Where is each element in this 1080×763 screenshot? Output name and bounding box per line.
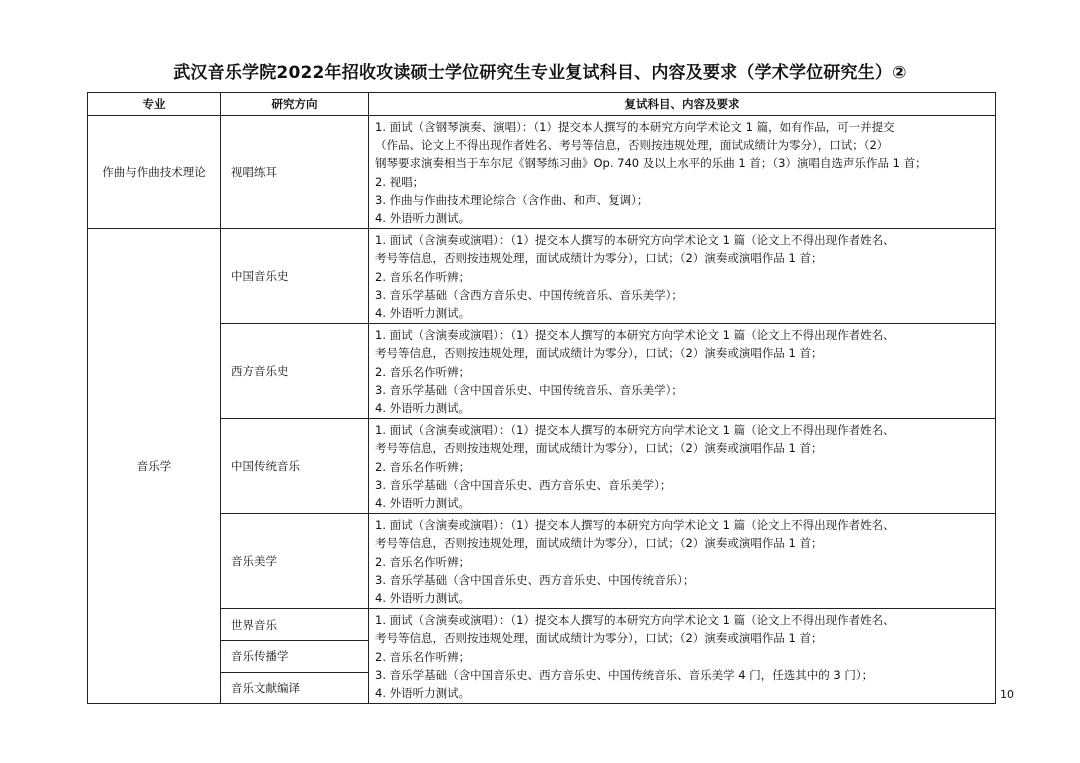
direction-cell: 音乐传播学 <box>221 640 369 672</box>
major-cell: 音乐学 <box>88 229 221 704</box>
requirement-line: 2. 音乐名作听辨； <box>375 554 471 569</box>
table-row <box>88 324 996 419</box>
header-direction: 研究方向 <box>221 93 369 116</box>
table-row <box>88 514 996 609</box>
direction-cell: 中国音乐史 <box>221 229 369 324</box>
requirement-line: 4. 外语听力测试。 <box>375 401 471 416</box>
direction-cell: 中国传统音乐 <box>221 419 369 514</box>
table-row <box>88 229 996 324</box>
requirement-line: 钢琴要求演奏相当于车尔尼《钢琴练习曲》Op. 740 及以上水平的乐曲 1 首；（3）演唱自选声乐作品 1 首； <box>375 156 927 171</box>
requirement-line: 4. 外语听力测试。 <box>375 306 471 321</box>
requirements-cell <box>369 116 996 229</box>
direction-cell: 音乐美学 <box>221 514 369 609</box>
requirement-line: 考号等信息，否则按违规处理，面试成绩计为零分），口试；（2）演奏或演唱作品 1 首； <box>375 631 823 646</box>
table-row <box>88 116 996 229</box>
page-number: 10 <box>1000 688 1014 701</box>
major-cell: 作曲与作曲技术理论 <box>88 116 221 229</box>
requirement-line: 3. 音乐学基础（含中国音乐史、西方音乐史、中国传统音乐、音乐美学 4 门，任选其中的 3 门）； <box>375 667 874 682</box>
requirement-line: 2. 音乐名作听辨； <box>375 649 471 664</box>
requirement-line: （作品、论文上不得出现作者姓名、考号等信息，否则按违规处理，面试成绩计为零分），口试；（2） <box>375 138 889 153</box>
requirement-line: 考号等信息，否则按违规处理，面试成绩计为零分），口试；（2）演奏或演唱作品 1 首； <box>375 536 823 551</box>
requirement-line: 2. 音乐名作听辨； <box>375 459 471 474</box>
requirements-cell <box>369 229 996 324</box>
table-header-row <box>88 93 996 116</box>
requirement-line: 1. 面试（含演奏或演唱）：（1）提交本人撰写的本研究方向学术论文 1 篇（论文上不得出现作者姓名、 <box>375 518 895 533</box>
requirements-cell <box>369 324 996 419</box>
table-row <box>88 609 996 641</box>
requirement-line: 4. 外语听力测试。 <box>375 591 471 606</box>
requirements-cell <box>369 419 996 514</box>
document-title: 武汉音乐学院2022年招收攻读硕士学位研究生专业复试科目、内容及要求（学术学位研究生）② <box>173 63 907 83</box>
requirement-line: 3. 音乐学基础（含西方音乐史、中国传统音乐、音乐美学）； <box>375 287 683 302</box>
header-major: 专业 <box>88 93 221 116</box>
direction-cell: 视唱练耳 <box>221 116 369 229</box>
requirement-line: 3. 音乐学基础（含中国音乐史、西方音乐史、中国传统音乐）； <box>375 572 695 587</box>
requirements-cell <box>369 609 996 704</box>
requirement-line: 1. 面试（含演奏或演唱）：（1）提交本人撰写的本研究方向学术论文 1 篇（论文上不得出现作者姓名、 <box>375 328 895 343</box>
requirement-line: 2. 音乐名作听辨； <box>375 269 471 284</box>
requirement-line: 4. 外语听力测试。 <box>375 686 471 701</box>
requirement-line: 1. 面试（含演奏或演唱）：（1）提交本人撰写的本研究方向学术论文 1 篇（论文上不得出现作者姓名、 <box>375 233 895 248</box>
direction-cell: 音乐文献编译 <box>221 672 369 704</box>
header-requirements: 复试科目、内容及要求 <box>369 93 996 116</box>
requirement-line: 4. 外语听力测试。 <box>375 211 471 226</box>
requirements-cell <box>369 514 996 609</box>
table-row <box>88 419 996 514</box>
requirement-line: 4. 外语听力测试。 <box>375 496 471 511</box>
requirement-line: 1. 面试（含钢琴演奏、演唱）：（1）提交本人撰写的本研究方向学术论文 1 篇，如有作品，可一并提交 <box>375 120 895 134</box>
requirement-line: 2. 音乐名作听辨； <box>375 364 471 379</box>
requirement-line: 3. 作曲与作曲技术理论综合（含作曲、和声、复调）； <box>375 192 649 207</box>
requirement-line: 1. 面试（含演奏或演唱）：（1）提交本人撰写的本研究方向学术论文 1 篇（论文上不得出现作者姓名、 <box>375 613 895 628</box>
exam-requirements-table <box>87 92 996 704</box>
requirement-line: 1. 面试（含演奏或演唱）：（1）提交本人撰写的本研究方向学术论文 1 篇（论文上不得出现作者姓名、 <box>375 423 895 438</box>
direction-cell: 西方音乐史 <box>221 324 369 419</box>
requirement-line: 考号等信息，否则按违规处理，面试成绩计为零分），口试；（2）演奏或演唱作品 1 首； <box>375 441 823 456</box>
requirement-line: 考号等信息，否则按违规处理，面试成绩计为零分），口试；（2）演奏或演唱作品 1 首； <box>375 251 823 266</box>
direction-cell: 世界音乐 <box>221 609 369 641</box>
requirement-line: 3. 音乐学基础（含中国音乐史、中国传统音乐、音乐美学）； <box>375 382 683 397</box>
requirement-line: 考号等信息，否则按违规处理，面试成绩计为零分），口试；（2）演奏或演唱作品 1 首； <box>375 346 823 361</box>
requirement-line: 2. 视唱； <box>375 174 425 189</box>
requirement-line: 3. 音乐学基础（含中国音乐史、西方音乐史、音乐美学）； <box>375 477 672 492</box>
